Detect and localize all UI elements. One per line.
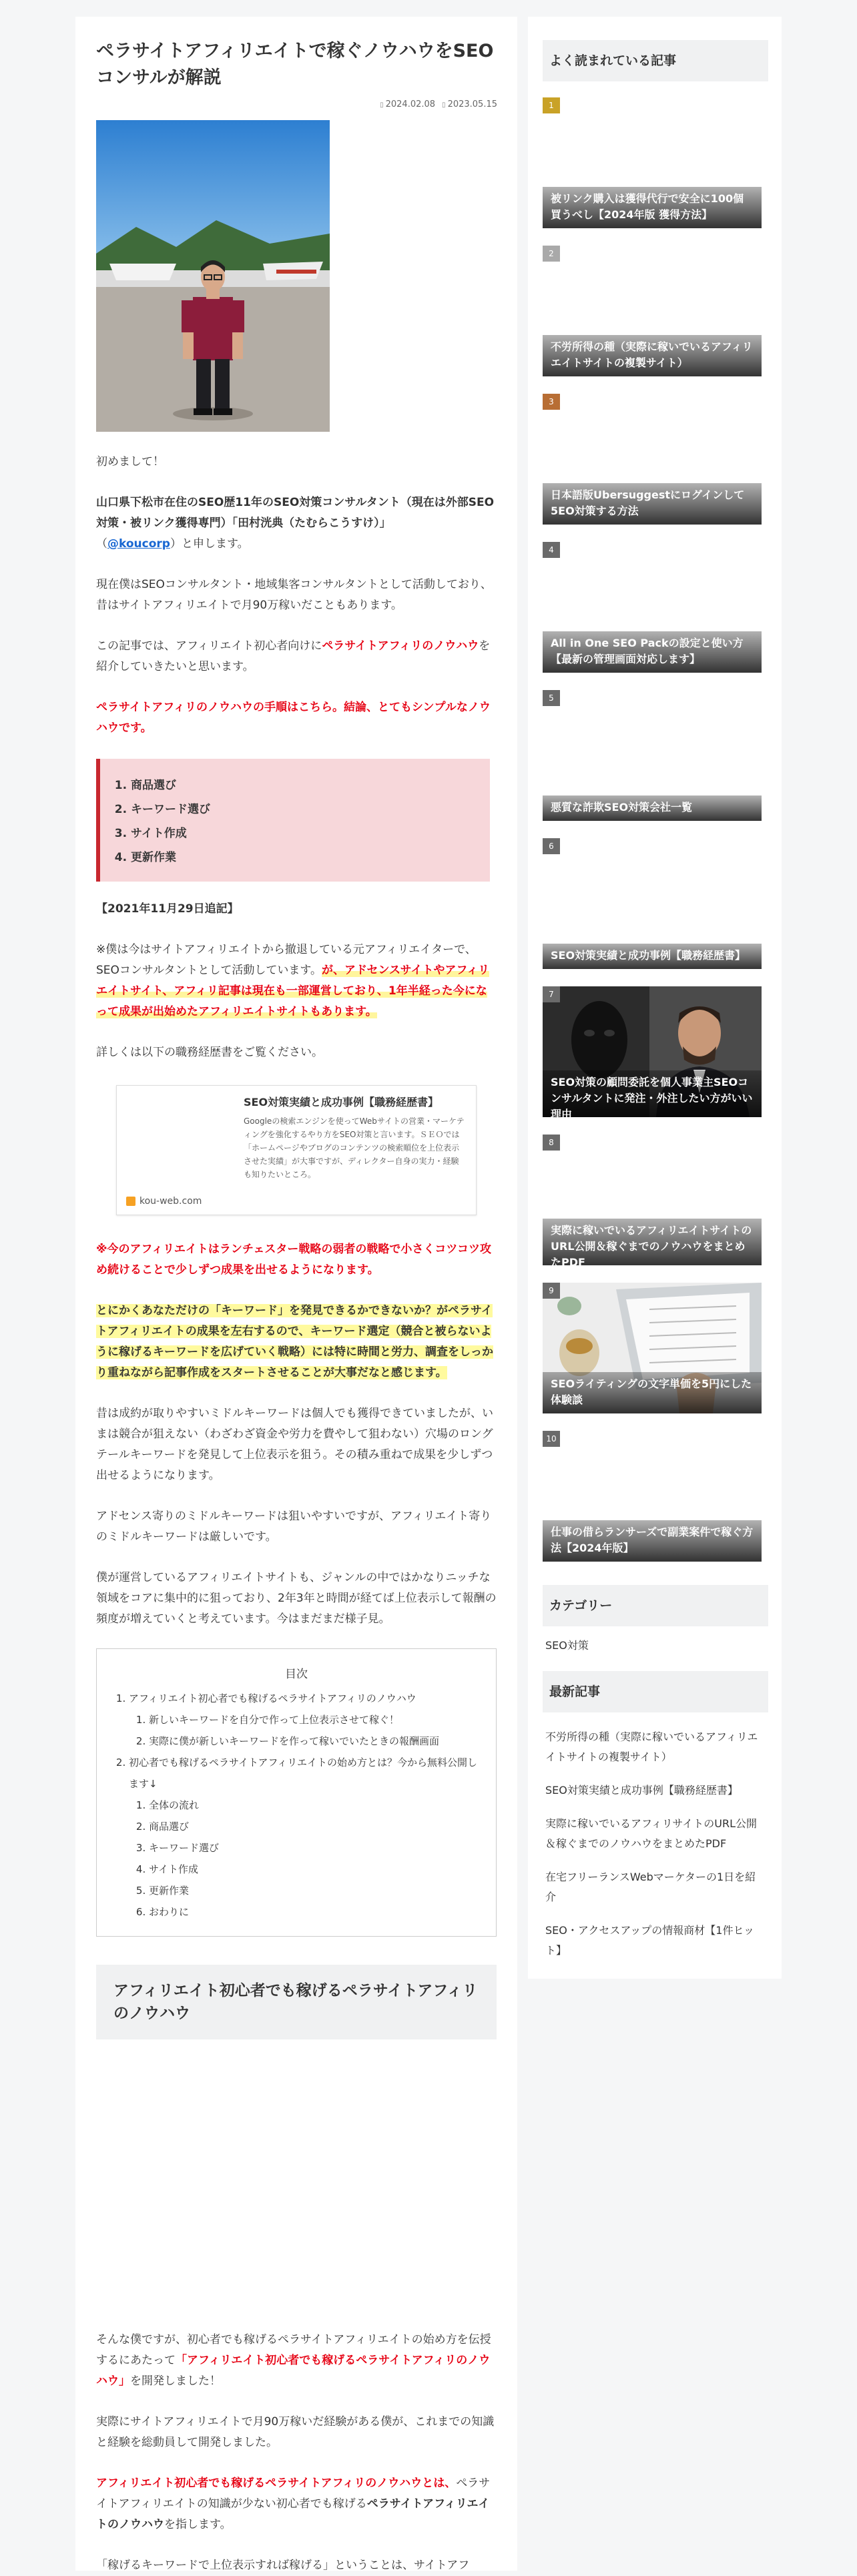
toc-subitem[interactable]: 3. キーワード選び	[149, 1837, 477, 1859]
toc-subitem[interactable]: 6. おわりに	[149, 1901, 477, 1923]
ps-a: ※僕は今はサイトアフィリエイトから撤退している元アフィリエイターで、SEOコンサルタントとして活動しています。	[96, 943, 477, 977]
toc-item[interactable]: 1. アフィリエイト初心者でも稼げるペラサイトアフィリのノウハウ 1. 新しいキーワードを自分で作って上位表示させて稼ぐ！ 2. 実際に僕が新しいキーワードを作って稼いでいたときの報酬画面	[129, 1688, 477, 1752]
sidebar	[528, 17, 782, 1979]
popular-heading: よく読まれている記事	[543, 40, 768, 81]
intro-text: 初めまして！	[96, 455, 164, 468]
popular-title: SEOライティングの文字単価を5円にした体験談	[543, 1372, 762, 1413]
started-paragraph: そんな僕ですが、初心者でも稼げるペラサイトアフィリエイトの始め方を伝授するにあたって「アフィリエイト初心者でも稼げるペラサイトアフィリのノウハウ」を開発しました！	[96, 2333, 491, 2388]
recent-link[interactable]: 在宅フリーランスWebマーケターの1日を紹介	[545, 1871, 756, 1903]
rank-badge: 4	[543, 542, 560, 558]
career-link-card[interactable]	[116, 1085, 477, 1215]
toc-subitem[interactable]: 2. 実際に僕が新しいキーワードを作って稼いでいたときの報酬画面	[149, 1730, 477, 1752]
rank-badge: 10	[543, 1431, 560, 1447]
rank-badge: 5	[543, 690, 560, 706]
popular-item[interactable]	[543, 97, 768, 228]
recent-list	[543, 1720, 768, 1967]
rank-badge: 1	[543, 97, 560, 113]
author-line-2: （	[96, 537, 107, 551]
recent-link[interactable]: SEO対策実績と成功事例【職務経歴書】	[545, 1784, 738, 1797]
favicon-icon	[126, 1197, 135, 1206]
embedded-blank-area	[96, 2039, 497, 2310]
adsense-paragraph: アドセンス寄りのミドルキーワードは狙いやすいですが、アフィリエイト寄りのミドルキーワードは厳しいです。	[96, 1510, 492, 1544]
career-lead: 詳しくは以下の職務経歴書をご覧ください。	[96, 1046, 323, 1059]
published-date: ▯ 2024.02.08	[380, 99, 435, 109]
author-line-3: ）と申します。	[170, 537, 249, 551]
popular-item[interactable]	[543, 838, 768, 969]
postscript-heading: 【2021年11月29日追記】	[96, 902, 239, 916]
author-twitter-link[interactable]: @koucorp	[107, 537, 170, 551]
article-main	[75, 17, 517, 2571]
rank-badge: 3	[543, 394, 560, 410]
toc-title: 目次	[285, 1668, 308, 1681]
intro-paragraph	[96, 636, 497, 677]
steps-box	[96, 759, 490, 882]
keyword-paragraph	[96, 1301, 497, 1383]
rank-badge: 6	[543, 838, 560, 854]
card-description: Googleの検索エンジンを使ってWebサイトの営業・マーケティングを強化するやり方をSEO対策と言います。ＳＥＯでは「ホームページやブログのコンテンツの検索順位を上位表示させた実績」が大事ですが、ディレクター自身の実力・経験も知りたいところ。	[244, 1116, 465, 1179]
intro-b: ペラサイトアフィリのノウハウ	[322, 639, 479, 653]
popular-list	[543, 97, 768, 1562]
popular-title: SEO対策の顧問委託を個人事業主SEOコンサルタントに発注・外注したい方がいい理由	[543, 1070, 762, 1117]
popular-item[interactable]	[543, 542, 768, 673]
intro-a: この記事では、アフィリエイト初心者向けに	[96, 639, 322, 653]
postscript-paragraph	[96, 940, 497, 1022]
author-photo	[96, 120, 330, 432]
rank-badge: 9	[543, 1283, 560, 1299]
popular-title: 悪質な詐欺SEO対策会社一覧	[543, 795, 762, 821]
rank-badge: 8	[543, 1135, 560, 1151]
recent-link[interactable]: 実際に稼いでいるアフィリサイトのURL公開＆稼ぐまでのノウハウをまとめたPDF	[545, 1817, 758, 1850]
step-item: 2. キーワード選び	[131, 797, 470, 822]
popular-title: 仕事の借らランサーズで副業案件で稼ぐ方法【2024年版】	[543, 1520, 762, 1562]
recent-link[interactable]: SEO・アクセスアップの情報商材【1件ヒット】	[545, 1924, 754, 1957]
toc-subitem[interactable]: 2. 商品選び	[149, 1816, 477, 1837]
keyword-highlight: とにかくあなただけの「キーワード」を発見できるかできないか？がペラサイトアフィリエイトの成果を左右するので、キーワード選定（競合と被らないように稼げるキーワードを広げていく戦略）には特に時間と労力、調査をしっかり重ねながら記事作成をスタートさせることが大事だなと感じます。	[96, 1304, 493, 1379]
popular-item[interactable]	[543, 986, 768, 1120]
popular-title: 実際に稼いでいるアフィリエイトサイトのURL公開＆稼ぐまでのノウハウをまとめたPDF	[543, 1219, 762, 1265]
card-site	[126, 1196, 202, 1207]
section-heading: アフィリエイト初心者でも稼げるペラサイトアフィリのノウハウ	[96, 1965, 497, 2039]
definition-paragraph: アフィリエイト初心者でも稼げるペラサイトアフィリのノウハウとは、ペラサイトアフィリエイトの知識が少ない初心者でも稼げるペラサイトアフィリエイトのノウハウを指します。	[96, 2477, 491, 2531]
recent-link[interactable]: 不労所得の種（実際に稼いでいるアフィリエイトサイトの複製サイト）	[545, 1730, 758, 1763]
popular-item[interactable]	[543, 1431, 768, 1562]
card-title: SEO対策実績と成功事例【職務経歴書】	[244, 1096, 439, 1108]
popular-title: 不労所得の種（実際に稼いでいるアフィリエイトサイトの複製サイト）	[543, 335, 762, 376]
experience-paragraph: 実際にサイトアフィリエイトで月90万稼いだ経験がある僕が、これまでの知識と経験を総動員して開発しました。	[96, 2415, 495, 2449]
toc-subitem[interactable]: 1. 全体の流れ	[149, 1795, 477, 1816]
rank-badge: 2	[543, 246, 560, 262]
step-item: 4. 更新作業	[131, 846, 470, 870]
card-site-label: kou-web.com	[139, 1196, 202, 1207]
popular-item[interactable]	[543, 1283, 768, 1413]
popular-item[interactable]	[543, 246, 768, 376]
niche-paragraph: 僕が運営しているアフィリエイトサイトも、ジャンルの中ではかなりニッチな領域をコアに集中的に狙っており、2年3年と時間が経てば上位表示して報酬の頻度が増えていくと考えています。今はまだまだ様子見。	[96, 1571, 497, 1626]
updated-date: ▯ 2023.05.15	[442, 99, 497, 109]
toc-item[interactable]: 2. 初心者でも稼げるペラサイトアフィリエイトの始め方とは？今から無料公開します↓ 1. 全体の流れ 2. 商品選び 3. キーワード選び 4. サイト作成 5. 更新作業 6. おわりに	[129, 1752, 477, 1923]
popular-title: SEO対策実績と成功事例【職務経歴書】	[543, 944, 762, 969]
rank-badge: 7	[543, 986, 560, 1002]
intro-c: を紹介していきたいと思います。	[96, 639, 491, 673]
recent-heading: 最新記事	[543, 1671, 768, 1712]
popular-item[interactable]	[543, 690, 768, 821]
author-line-1: 山口県下松市在住のSEO歴11年のSEO対策コンサルタント（現在は外部SEO対策・被リンク獲得専門）「田村洸典（たむらこうすけ）」	[96, 496, 495, 530]
step-item: 1. 商品選び	[131, 773, 470, 797]
popular-title: 日本語版Ubersuggestにログインして5EO対策する方法	[543, 483, 762, 525]
popular-title: 被リンク購入は獲得代行で安全に100個買うべし【2024年版 獲得方法】	[543, 187, 762, 228]
table-of-contents	[96, 1648, 497, 1937]
popular-title: All in One SEO Packの設定と使い方【最新の管理画面対応します】	[543, 631, 762, 673]
author-intro	[96, 493, 497, 555]
step-item: 3. サイト作成	[131, 822, 470, 846]
lanchester-paragraph: ※今のアフィリエイトはランチェスター戦略の弱者の戦略で小さくコツコツ攻め続けることで少しずつ成果を出せるようになります。	[96, 1243, 491, 1277]
article-title: ペラサイトアフィリエイトで稼ぐノウハウをSEOコンサルが解説	[96, 41, 494, 88]
ps-b: が、アドセンスサイトやアフィリエイトサイト、アフィリ記事は現在も一部運営しており、1年半経った今になって成果が出始めたアフィリエイトサイトもあります。	[96, 964, 490, 1018]
toc-subitem[interactable]: 4. サイト作成	[149, 1859, 477, 1880]
income-paragraph: 現在僕はSEOコンサルタント・地域集客コンサルタントとして活動しており、昔はサイトアフィリエイトで月90万稼いだこともあります。	[96, 578, 492, 612]
category-heading: カテゴリー	[543, 1585, 768, 1626]
popular-item[interactable]	[543, 394, 768, 525]
toc-subitem[interactable]: 1. 新しいキーワードを自分で作って上位表示させて稼ぐ！	[149, 1709, 477, 1730]
article-dates	[96, 99, 497, 109]
popular-item[interactable]	[543, 1135, 768, 1269]
middle-keyword-paragraph: 昔は成約が取りやすいミドルキーワードは個人でも獲得できていましたが、いまは競合が狙えない（わざわざ資金や労力を費やして狙わない）穴場のロングテールキーワードを発見して上位表示を狙う。その積み重ねで成果を少しずつ出せるようになります。	[96, 1407, 493, 1482]
category-link[interactable]: SEO対策	[545, 1639, 589, 1652]
last-paragraph: 「稼げるキーワードで上位表示すれば稼げる」ということは、サイトアフ	[96, 2559, 470, 2572]
toc-subitem[interactable]: 5. 更新作業	[149, 1880, 477, 1901]
steps-lead: ペラサイトアフィリのノウハウの手順はこちら。結論、とてもシンプルなノウハウです。	[96, 701, 491, 735]
